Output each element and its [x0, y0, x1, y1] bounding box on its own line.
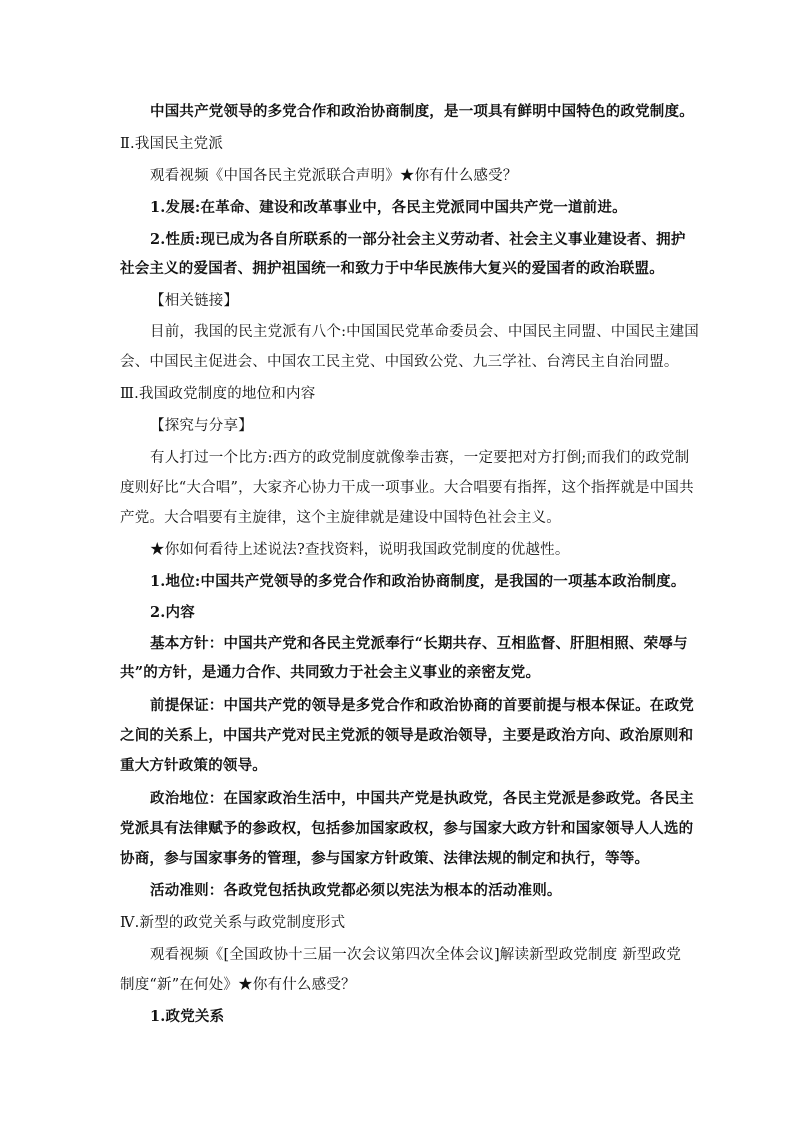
paragraph-line: 度则好比“大合唱”，大家齐心协力干成一项事业。大合唱要有指挥，这个指挥就是中国共	[120, 480, 694, 496]
paragraph-line: 共”的方针，是通力合作、共同致力于社会主义事业的亲密友党。	[120, 664, 541, 681]
paragraph-line: 社会主义的爱国者、拥护祖国统一和致力于中华民族伟大复兴的爱国者的政治联盟。	[120, 260, 664, 277]
paragraph-line: 1.地位:中国共产党领导的多党合作和政治协商制度，是我国的一项基本政治制度。	[150, 573, 686, 590]
section-heading: Ⅲ.我国政党制度的地位和内容	[120, 386, 316, 402]
paragraph-line: 观看视频《中国各民主党派联合声明》★你有什么感受？	[150, 168, 518, 184]
paragraph-line: 政治地位：在国家政治生活中，中国共产党是执政党，各民主党派是参政党。各民主	[150, 790, 694, 807]
paragraph-line: 观看视频《[全国政协十三届一次会议第四次全体会议]解读新型政党制度 新型政党	[150, 947, 682, 963]
paragraph-line: 协商，参与国家事务的管理，参与国家方针政策、法律法规的制定和执行，等等。	[120, 850, 650, 867]
paragraph-line: 中国共产党领导的多党合作和政治协商制度，是一项具有鲜明中国特色的政党制度。	[150, 103, 694, 120]
section-heading: Ⅱ.我国民主党派	[120, 136, 224, 152]
paragraph-line: 活动准则：各政党包括执政党都必须以宪法为根本的活动准则。	[150, 882, 562, 899]
section-heading: Ⅳ.新型的政党关系与政党制度形式	[120, 915, 346, 931]
paragraph-line: 目前，我国的民主党派有八个:中国国民党革命委员会、中国民主同盟、中国民主建国	[150, 324, 699, 340]
paragraph-line: 会、中国民主促进会、中国农工民主党、中国致公党、九三学社、台湾民主自治同盟。	[120, 354, 679, 370]
paragraph-line: ★你如何看待上述说法?查找资料，说明我国政党制度的优越性。	[150, 542, 570, 558]
paragraph-line: 前提保证：中国共产党的领导是多党合作和政治协商的首要前提与根本保证。在政党	[150, 697, 694, 714]
share-heading: 【探究与分享】	[150, 418, 253, 434]
paragraph-line: 党派具有法律赋予的参政权，包括参加国家政权，参与国家大政方针和国家领导人人选的	[120, 820, 694, 837]
paragraph-line: 1.政党关系	[150, 1008, 225, 1025]
link-heading: 【相关链接】	[150, 293, 239, 309]
paragraph-line: 产党。大合唱要有主旋律，这个主旋律就是建设中国特色社会主义。	[120, 510, 561, 526]
paragraph-line: 制度“新”在何处》★你有什么感受？	[120, 977, 356, 993]
paragraph-line: 重大方针政策的领导。	[120, 757, 267, 774]
paragraph-line: 2.内容	[150, 604, 195, 621]
paragraph-line: 2.性质:现已成为各自所联系的一部分社会主义劳动者、社会主义事业建设者、拥护	[150, 231, 686, 248]
paragraph-line: 之间的关系上，中国共产党对民主党派的领导是政治领导，主要是政治方向、政治原则和	[120, 727, 694, 744]
paragraph-line: 有人打过一个比方:西方的政党制度就像拳击赛，一定要把对方打倒;而我们的政党制	[150, 450, 690, 466]
paragraph-line: 基本方针：中国共产党和各民主党派奉行“长期共存、互相监督、肝胆相照、荣辱与	[150, 635, 688, 652]
paragraph-line: 1.发展:在革命、建设和改革事业中，各民主党派同中国共产党一道前进。	[150, 199, 627, 216]
